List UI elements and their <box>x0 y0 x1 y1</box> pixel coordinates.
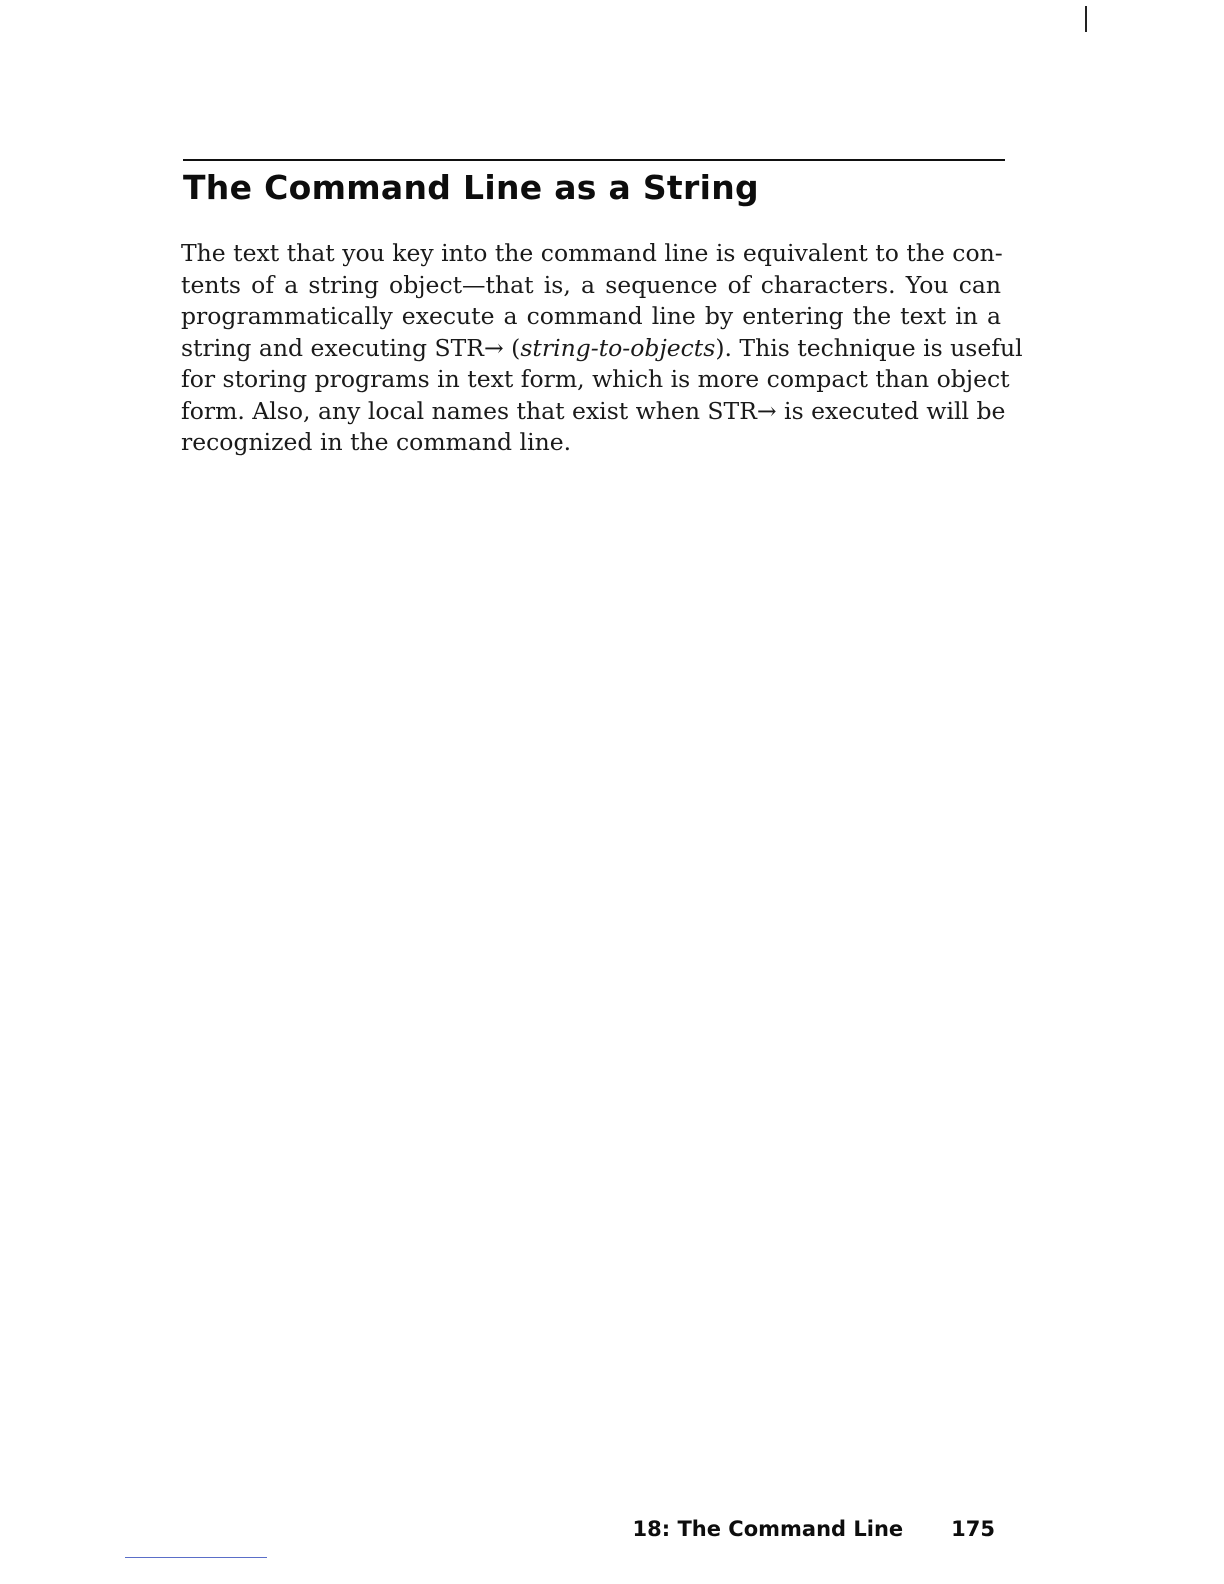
section-heading: The Command Line as a String <box>183 168 759 207</box>
open-paren: ( <box>511 333 521 362</box>
italic-term: string-to-objects <box>520 333 716 362</box>
bottom-divider <box>125 1557 267 1558</box>
paragraph-text: ). This technique is useful <box>715 333 1023 362</box>
paragraph-line: programmatically execute a command line by entering the text in a <box>181 302 1001 330</box>
paragraph-line <box>181 333 1023 365</box>
running-footer-chapter: 18: The Command Line <box>632 1517 904 1541</box>
body-paragraph <box>181 238 1023 459</box>
paragraph-line: The text that you key into the command line is equivalent to the con- <box>181 239 1003 267</box>
paragraph-line: form. Also, any local names that exist when STR→ is executed will be <box>181 396 1006 425</box>
paragraph-text: string and executing STR→ <box>181 333 512 362</box>
paragraph-line: for storing programs in text form, which is more compact than object <box>181 365 1010 393</box>
paragraph-line: tents of a string object—that is, a sequence of characters. You can <box>181 270 1001 299</box>
page-footer <box>633 1517 995 1541</box>
page-number: 175 <box>951 1517 995 1541</box>
crop-mark <box>1085 6 1087 32</box>
paragraph-line: recognized in the command line. <box>181 428 572 456</box>
section-rule <box>183 159 1005 161</box>
